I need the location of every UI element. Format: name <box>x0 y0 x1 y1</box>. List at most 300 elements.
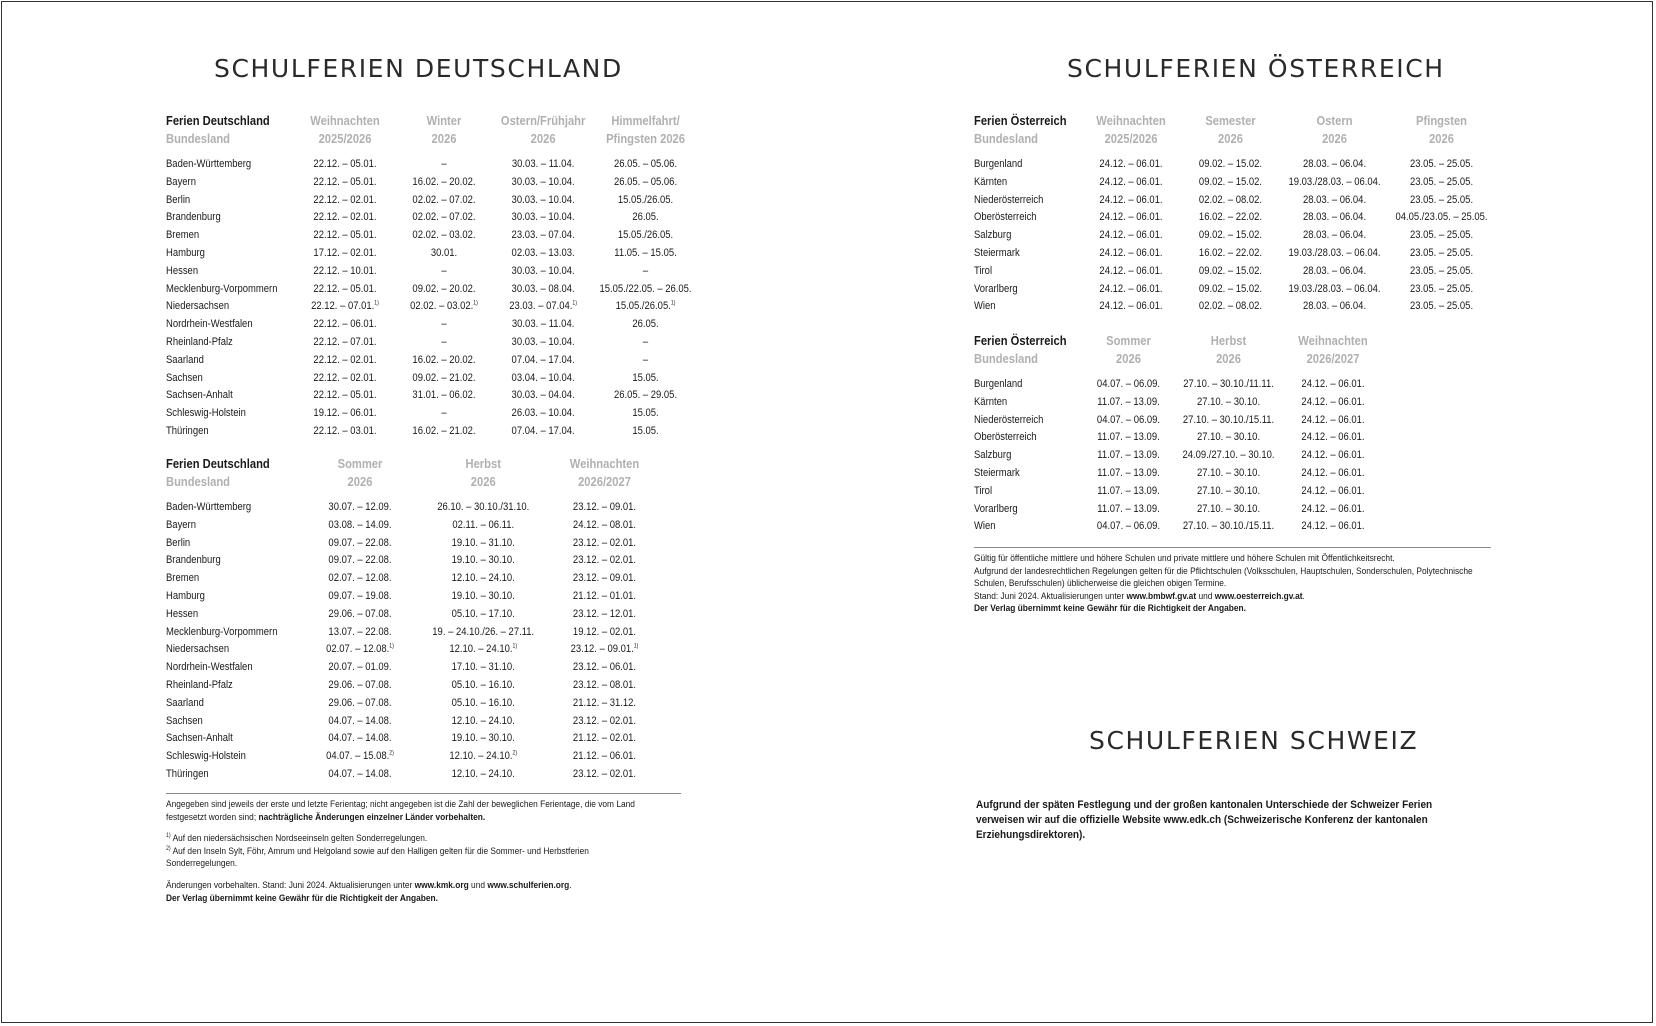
table-row <box>974 281 1495 299</box>
date-range: 23.05. – 25.05. <box>1409 175 1473 188</box>
date-range: 22.12. – 02.01. <box>313 371 377 384</box>
date-range: 04.07. – 14.08. <box>328 732 392 745</box>
date-range: 15.05. <box>632 371 659 384</box>
date-range: 22.12. – 05.01. <box>313 175 377 188</box>
column-header: Winter <box>426 113 461 128</box>
table-row <box>166 713 667 731</box>
date-range: 09.07. – 22.08. <box>328 554 392 567</box>
switzerland-text: Aufgrund der späten Festlegung und der großen kantonalen Unterschiede der Schweizer Ferien verweisen wir auf die offizielle Website www.edk.ch (Schweizerische Konferenz der kantonalen Erziehungsdirektoren). <box>976 799 1433 841</box>
state-name: Baden-Württemberg <box>166 158 252 170</box>
date-range: 04.07. – 14.08. <box>328 714 392 727</box>
table-row <box>166 352 699 370</box>
table-row <box>166 659 667 677</box>
state-name: Brandenburg <box>166 211 221 224</box>
table-row <box>166 281 699 299</box>
table-row <box>166 730 667 748</box>
date-range: 19.10. – 30.10. <box>451 554 515 567</box>
table-row <box>166 748 667 766</box>
date-range: 23.05. – 25.05. <box>1409 193 1473 206</box>
date-range: 09.02. – 15.02. <box>1198 264 1262 277</box>
date-range: 23.12. – 02.01. <box>573 767 637 780</box>
column-header: 2026/2027 <box>578 473 631 489</box>
table-row <box>974 376 1384 394</box>
state-name: Mecklenburg-Vorpommern <box>166 625 278 638</box>
date-range: 02.02. – 03.02.$^{1)}$ <box>409 300 478 313</box>
state-name: Berlin <box>166 193 191 206</box>
date-range: 22.12. – 05.01. <box>313 282 377 295</box>
footnote-marker: 1) <box>572 300 577 307</box>
date-range: 30.03. – 10.04. <box>511 335 575 348</box>
date-range: 04.07. – 06.09. <box>1096 413 1160 426</box>
table-title: Ferien Deutschland <box>166 456 270 471</box>
date-range: 07.04. – 17.04. <box>511 424 575 437</box>
date-range: 09.07. – 19.08. <box>328 589 392 602</box>
footnote-marker: 2) <box>388 750 394 757</box>
date-range: 16.02. – 22.02. <box>1198 246 1262 259</box>
date-range: 19.03./28.03. – 06.04. <box>1288 282 1381 295</box>
note-compulsory-schools: Aufgrund der landesrechtlichen Regelungen gelten für die Pflichtschulen (Volksschulen, Hauptschulen, Sonderschulen, Polytechnische Schulen, Berufsschulen) üblicherweise die gleichen obigen Termine. <box>974 565 1473 590</box>
date-range: 22.12. – 06.01. <box>313 318 377 331</box>
table-row <box>166 766 667 784</box>
date-range: 04.07. – 14.08. <box>328 767 392 780</box>
date-range: – <box>440 158 447 170</box>
column-header: 2026 <box>1428 130 1454 146</box>
table-title: Ferien Deutschland <box>166 113 270 128</box>
table-row <box>974 501 1384 519</box>
state-name: Wien <box>974 520 996 533</box>
table-row <box>166 387 699 405</box>
note-updates: Stand: Juni 2024. Aktualisierungen unter www.bmbwf.gv.at und www.oesterreich.gv.at. <box>974 590 1305 602</box>
date-range: 03.08. – 14.09. <box>328 518 392 531</box>
date-range: 23.12. – 09.01.$^{1)}$ <box>570 643 639 656</box>
date-range: 19.12. – 02.01. <box>573 625 637 638</box>
footnote-2: $^{2)}$ Auf den Inseln Sylt, Föhr, Amrum und Helgoland sowie auf den Halligen gelten für die Sommer- und Herbstferien Sonderregelungen. <box>166 845 589 870</box>
column-header: Sommer <box>337 456 382 471</box>
date-range: 30.01. <box>430 246 457 259</box>
column-header: 2026 <box>431 130 457 146</box>
date-range: 19.10. – 30.10. <box>451 732 515 745</box>
date-range: 12.10. – 24.10.$^{2)}$ <box>448 750 517 763</box>
date-range: 26.05. – 05.06. <box>613 175 677 188</box>
date-range: 24.12. – 06.01. <box>1301 395 1365 408</box>
column-header: Pfingsten 2026 <box>605 130 685 146</box>
note-disclaimer: Der Verlag übernimmt keine Gewähr für die Richtigkeit der Angaben. <box>974 603 1246 615</box>
footnote-marker: 1) <box>670 300 676 307</box>
date-range: 30.07. – 12.09. <box>328 501 392 513</box>
date-range: – <box>642 353 649 366</box>
column-header: Sommer <box>1105 333 1151 348</box>
date-range: 11.07. – 13.09. <box>1096 466 1160 479</box>
date-range: 27.10. – 30.10. <box>1196 484 1260 497</box>
date-range: 24.09./27.10. – 30.10. <box>1182 449 1275 462</box>
date-range: 20.07. – 01.09. <box>328 661 392 674</box>
state-name: Schleswig-Holstein <box>166 750 246 763</box>
column-header: Himmelfahrt/ <box>611 113 680 128</box>
state-name: Salzburg <box>974 449 1012 462</box>
date-range: 17.10. – 31.10. <box>451 661 515 674</box>
footnote-marker: 1) <box>633 643 639 650</box>
date-range: 24.12. – 06.01. <box>1099 282 1163 295</box>
state-name: Saarland <box>166 353 204 366</box>
date-range: 23.12. – 06.01. <box>573 661 637 674</box>
date-range: 12.10. – 24.10. <box>451 714 515 727</box>
date-range: 19.03./28.03. – 06.04. <box>1288 246 1381 259</box>
header-row <box>974 112 1495 130</box>
column-header: 2025/2026 <box>318 130 372 146</box>
column-header: 2026 <box>347 473 373 489</box>
date-range: 30.03. – 10.04. <box>511 211 575 224</box>
state-name: Thüringen <box>166 767 209 780</box>
table-row <box>166 192 699 210</box>
state-name: Oberösterreich <box>974 211 1037 224</box>
date-range: 02.11. – 06.11. <box>451 518 514 531</box>
date-range: 15.05./26.05. <box>617 193 674 206</box>
table-austria-winter-spring <box>974 112 1495 316</box>
state-name: Hessen <box>166 264 199 277</box>
state-name: Sachsen-Anhalt <box>166 389 233 402</box>
date-range: 04.07. – 15.08.$^{2)}$ <box>325 750 394 763</box>
date-range: 30.03. – 10.04. <box>511 193 575 206</box>
state-name: Tirol <box>974 264 993 277</box>
date-range: 22.12. – 05.01. <box>313 158 377 170</box>
subheader-row <box>166 473 667 491</box>
date-range: 24.12. – 06.01. <box>1301 502 1365 515</box>
date-range: 11.07. – 13.09. <box>1096 484 1160 497</box>
date-range: 19.03./28.03. – 06.04. <box>1288 175 1381 188</box>
table-row <box>166 677 667 695</box>
date-range: 30.03. – 11.04. <box>511 318 574 331</box>
austria-notes <box>974 553 1474 616</box>
date-range: 16.02. – 21.02. <box>412 424 476 437</box>
column-header: 2026/2027 <box>1306 350 1360 366</box>
table-row <box>974 227 1495 245</box>
date-range: 21.12. – 01.01. <box>573 589 637 602</box>
spacer-row <box>974 147 1495 156</box>
date-range: 15.05./22.05. – 26.05. <box>599 282 692 295</box>
date-range: 29.06. – 07.08. <box>328 607 392 620</box>
state-name: Bremen <box>166 572 200 585</box>
date-range: 15.05./26.05.$^{1)}$ <box>615 300 676 313</box>
date-range: 26.03. – 10.04. <box>511 407 575 420</box>
date-range: 04.05./23.05. – 25.05. <box>1395 211 1488 224</box>
table-row <box>166 588 667 606</box>
table-germany-winter-spring <box>166 112 699 441</box>
date-range: 23.12. – 09.01. <box>573 501 637 513</box>
table-row <box>166 695 667 713</box>
column-header: Weihnachten <box>569 456 640 471</box>
footnote-marker: 1) <box>373 300 379 307</box>
state-name: Niederösterreich <box>974 413 1044 426</box>
date-range: 23.03. – 07.04. <box>511 229 575 242</box>
date-range: 24.12. – 06.01. <box>1099 229 1163 242</box>
date-range: 23.12. – 09.01. <box>573 572 637 585</box>
date-range: 30.03. – 11.04. <box>511 158 574 170</box>
date-range: 16.02. – 20.02. <box>412 175 476 188</box>
date-range: 02.03. – 13.03. <box>511 246 575 259</box>
title-germany: SCHULFERIEN DEUTSCHLAND <box>214 54 623 83</box>
table-row <box>166 316 699 334</box>
date-range: 17.12. – 02.01. <box>313 246 377 259</box>
column-header: Weihnachten <box>309 113 380 128</box>
footnote-1: $^{1)}$ Auf den niedersächsischen Nordseeinseln gelten Sonderregelungen. <box>166 833 428 845</box>
table-row <box>166 535 667 553</box>
date-range: 02.07. – 12.08.$^{1)}$ <box>325 643 394 656</box>
date-range: 12.10. – 24.10.$^{1)}$ <box>448 643 517 656</box>
date-range: 24.12. – 06.01. <box>1099 264 1163 277</box>
date-range: 09.02. – 20.02. <box>412 282 476 295</box>
date-range: 19.12. – 06.01. <box>313 407 377 420</box>
column-label-state: Bundesland <box>974 130 1038 146</box>
date-range: 23.12. – 12.01. <box>573 607 637 620</box>
date-range: 23.12. – 02.01. <box>573 714 637 727</box>
date-range: 26.05. – 05.06. <box>613 158 677 170</box>
note-validity: Gültig für öffentliche mittlere und höhere Schulen und private mittlere und höhere Schulen mit Öffentlichkeitsrecht. <box>974 553 1395 564</box>
state-name: Burgenland <box>974 158 1023 170</box>
date-range: 09.02. – 15.02. <box>1198 282 1262 295</box>
date-range: 23.05. – 25.05. <box>1409 246 1473 259</box>
date-range: 15.05. <box>632 424 659 437</box>
header-row <box>166 112 699 130</box>
date-range: 13.07. – 22.08. <box>328 625 392 638</box>
date-range: 26.05. – 29.05. <box>613 389 677 402</box>
date-range: 23.05. – 25.05. <box>1409 282 1473 295</box>
date-range: 11.07. – 13.09. <box>1096 395 1160 408</box>
table-row <box>166 499 667 517</box>
date-range: 26.05. <box>632 211 659 224</box>
state-name: Niedersachsen <box>166 643 230 656</box>
state-name: Nordrhein-Westfalen <box>166 318 253 331</box>
date-range: 24.12. – 08.01. <box>573 518 637 531</box>
column-header: Pfingsten <box>1415 113 1467 128</box>
subheader-row <box>166 130 699 148</box>
date-range: 22.12. – 05.01. <box>313 229 377 242</box>
table-row <box>974 447 1384 465</box>
state-name: Hamburg <box>166 589 205 602</box>
column-label-state: Bundesland <box>166 473 230 489</box>
table-row <box>974 156 1495 174</box>
date-range: 24.12. – 06.01. <box>1301 466 1365 479</box>
date-range: 24.12. – 06.01. <box>1099 158 1163 170</box>
divider-austria-notes <box>974 547 1491 548</box>
state-name: Niedersachsen <box>166 300 230 313</box>
date-range: 19.10. – 30.10. <box>451 589 515 602</box>
table-row <box>166 570 667 588</box>
date-range: 11.07. – 13.09. <box>1096 449 1160 462</box>
state-name: Thüringen <box>166 424 209 437</box>
table-row <box>974 174 1495 192</box>
table-row <box>166 606 667 624</box>
spacer-row <box>166 490 667 499</box>
table-row <box>974 412 1384 430</box>
date-range: 27.10. – 30.10./15.11. <box>1182 520 1274 533</box>
footnote-marker: 1) <box>388 643 394 650</box>
date-range: 27.10. – 30.10. <box>1196 466 1260 479</box>
date-range: 22.12. – 07.01. <box>313 335 377 348</box>
column-header: Ostern <box>1316 113 1353 128</box>
date-range: 24.12. – 06.01. <box>1301 431 1365 444</box>
table-row <box>166 552 667 570</box>
date-range: 15.05. <box>632 407 659 420</box>
column-label-state: Bundesland <box>974 350 1038 366</box>
date-range: 24.12. – 06.01. <box>1099 300 1163 313</box>
date-range: 19. – 24.10./26. – 27.11. <box>431 625 534 638</box>
date-range: 05.10. – 16.10. <box>451 678 515 691</box>
date-range: 19.10. – 31.10. <box>451 536 515 549</box>
state-name: Kärnten <box>974 175 1008 188</box>
date-range: 09.07. – 22.08. <box>328 536 392 549</box>
date-range: 24.12. – 06.01. <box>1099 193 1163 206</box>
table-row <box>166 174 699 192</box>
state-name: Steiermark <box>974 466 1020 479</box>
column-header: 2026 <box>530 130 556 146</box>
state-name: Bremen <box>166 229 200 242</box>
state-name: Nordrhein-Westfalen <box>166 661 253 674</box>
date-range: 27.10. – 30.10. <box>1196 502 1260 515</box>
date-range: 23.12. – 02.01. <box>573 554 637 567</box>
table-row <box>974 429 1384 447</box>
date-range: – <box>440 318 447 331</box>
spacer-row <box>166 147 699 156</box>
column-header: 2026 <box>1217 130 1243 146</box>
date-range: 04.07. – 06.09. <box>1096 520 1160 533</box>
state-name: Kärnten <box>974 395 1008 408</box>
table-row <box>974 263 1495 281</box>
note-updates: Änderungen vorbehalten. Stand: Juni 2024. Aktualisierungen unter www.kmk.org und www.schulferien.org. <box>166 879 572 891</box>
date-range: 21.12. – 06.01. <box>573 750 637 763</box>
table-germany-summer-christmas <box>166 455 667 784</box>
date-range: 15.05./26.05. <box>617 229 674 242</box>
date-range: 16.02. – 20.02. <box>412 353 476 366</box>
state-name: Sachsen <box>166 371 203 384</box>
date-range: 23.12. – 02.01. <box>573 536 637 549</box>
divider-germany-notes <box>166 793 681 794</box>
date-range: 22.12. – 05.01. <box>313 389 377 402</box>
state-name: Bayern <box>166 518 196 531</box>
date-range: 09.02. – 15.02. <box>1198 158 1262 170</box>
date-range: – <box>642 335 649 348</box>
column-header: Weihnachten <box>1298 333 1368 348</box>
date-range: 23.05. – 25.05. <box>1409 158 1473 170</box>
date-range: 31.01. – 06.02. <box>412 389 476 402</box>
table-row <box>974 245 1495 263</box>
date-range: 11.05. – 15.05. <box>614 246 677 259</box>
column-header: Herbst <box>1210 333 1246 348</box>
subheader-row <box>974 350 1384 368</box>
footnote-marker: 2) <box>512 750 517 757</box>
date-range: – <box>440 264 447 277</box>
column-header: Ostern/Frühjahr <box>500 113 585 128</box>
date-range: 27.10. – 30.10./11.11. <box>1182 378 1274 390</box>
table-row <box>974 192 1495 210</box>
state-name: Mecklenburg-Vorpommern <box>166 282 278 295</box>
date-range: 23.05. – 25.05. <box>1409 264 1473 277</box>
date-range: 21.12. – 31.12. <box>573 696 637 709</box>
date-range: 30.03. – 10.04. <box>511 264 575 277</box>
date-range: 26.10. – 30.10./31.10. <box>436 501 529 513</box>
date-range: 11.07. – 13.09. <box>1096 502 1160 515</box>
state-name: Rheinland-Pfalz <box>166 335 233 348</box>
date-range: 02.02. – 08.02. <box>1198 193 1262 206</box>
table-row <box>166 227 699 245</box>
table-row <box>166 370 699 388</box>
state-name: Steiermark <box>974 246 1020 259</box>
table-row <box>974 298 1495 316</box>
table-row <box>166 517 667 535</box>
state-name: Sachsen-Anhalt <box>166 732 233 745</box>
date-range: 28.03. – 06.04. <box>1302 211 1366 224</box>
spacer-row <box>974 367 1384 376</box>
date-range: 22.12. – 07.01.$^{1)}$ <box>310 300 379 313</box>
date-range: 23.05. – 25.05. <box>1409 229 1473 242</box>
table-row <box>166 405 699 423</box>
table-austria-summer-christmas <box>974 332 1384 536</box>
table-title: Ferien Österreich <box>974 113 1067 128</box>
table-row <box>166 624 667 642</box>
state-name: Salzburg <box>974 229 1012 242</box>
table-row <box>166 641 667 659</box>
column-header: Weihnachten <box>1095 113 1166 128</box>
table-row <box>166 156 699 174</box>
table-row <box>166 423 699 441</box>
date-range: 28.03. – 06.04. <box>1302 300 1366 313</box>
date-range: – <box>440 335 447 348</box>
date-range: 30.03. – 04.04. <box>511 389 575 402</box>
date-range: 22.12. – 03.01. <box>313 424 377 437</box>
subheader-row <box>974 130 1495 148</box>
date-range: 02.02. – 07.02. <box>412 211 476 224</box>
date-range: 22.12. – 02.01. <box>313 353 377 366</box>
state-name: Wien <box>974 300 996 313</box>
table-row <box>166 245 699 263</box>
footnote-marker: 1) <box>512 643 517 650</box>
date-range: 24.12. – 06.01. <box>1301 484 1365 497</box>
date-range: 24.12. – 06.01. <box>1301 520 1365 533</box>
column-header: 2026 <box>470 473 496 489</box>
date-range: 03.04. – 10.04. <box>511 371 575 384</box>
date-range: 28.03. – 06.04. <box>1302 193 1366 206</box>
state-name: Brandenburg <box>166 554 221 567</box>
date-range: 21.12. – 02.01. <box>573 732 637 745</box>
title-austria: SCHULFERIEN ÖSTERREICH <box>1067 54 1445 83</box>
date-range: 09.02. – 21.02. <box>412 371 476 384</box>
state-name: Bayern <box>166 175 196 188</box>
column-header: Herbst <box>465 456 501 471</box>
date-range: 02.02. – 07.02. <box>412 193 476 206</box>
note-disclaimer: Der Verlag übernimmt keine Gewähr für die Richtigkeit der Angaben. <box>166 892 438 904</box>
date-range: 05.10. – 17.10. <box>451 607 515 620</box>
date-range: 24.12. – 06.01. <box>1301 449 1365 462</box>
state-name: Schleswig-Holstein <box>166 407 246 420</box>
date-range: 23.12. – 08.01. <box>573 678 637 691</box>
table-row <box>974 465 1384 483</box>
date-range: 11.07. – 13.09. <box>1096 431 1160 444</box>
date-range: 22.12. – 02.01. <box>313 193 377 206</box>
date-range: 22.12. – 02.01. <box>313 211 377 224</box>
state-name: Berlin <box>166 536 191 549</box>
date-range: 02.07. – 12.08. <box>328 572 392 585</box>
table-row <box>974 394 1384 412</box>
date-range: 26.05. <box>632 318 659 331</box>
date-range: 12.10. – 24.10. <box>451 767 515 780</box>
table-row <box>166 298 699 316</box>
state-name: Hessen <box>166 607 199 620</box>
date-range: 02.02. – 08.02. <box>1198 300 1262 313</box>
date-range: – <box>440 407 447 420</box>
state-name: Baden-Württemberg <box>166 501 252 513</box>
title-switzerland: SCHULFERIEN SCHWEIZ <box>1089 726 1419 755</box>
date-range: 16.02. – 22.02. <box>1198 211 1262 224</box>
date-range: 29.06. – 07.08. <box>328 678 392 691</box>
